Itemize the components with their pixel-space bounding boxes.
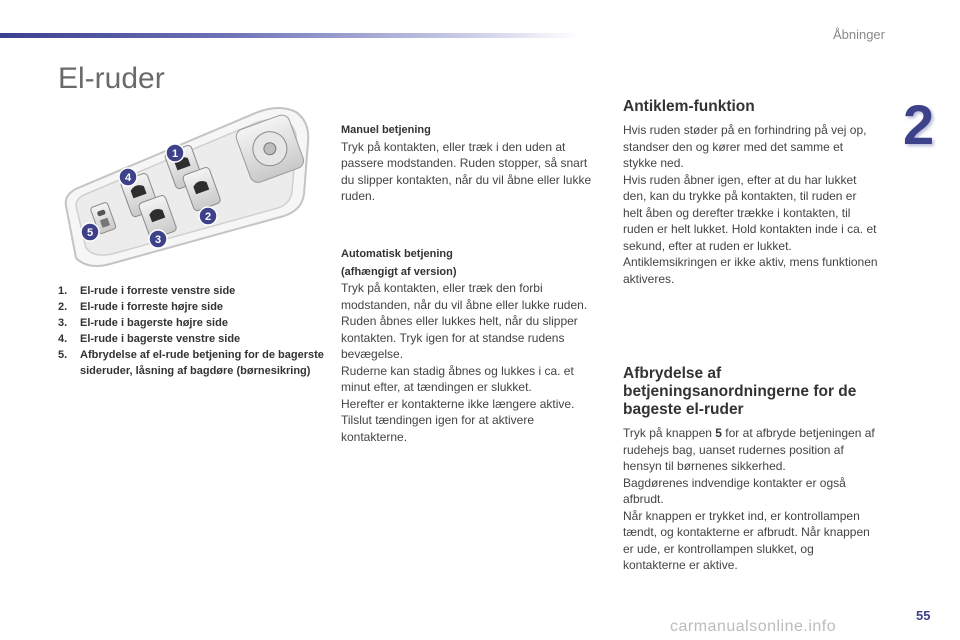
legend-item: 5. Afbrydelse af el-rude betjening for de bagerste sideruder, låsning af bagdøre (børnesikring) — [58, 349, 324, 377]
callout-2 — [199, 207, 217, 225]
rear-disable-section — [623, 365, 878, 574]
legend-item: 2. El-rude i forreste højre side — [58, 301, 224, 313]
page-number: 55 — [916, 608, 931, 623]
manual-body: Tryk på kontakten, eller træk i den uden at passere modstanden. Ruden stopper, så snart du slipper kontakten, når du vil åbne eller lukke ruden. — [341, 139, 592, 203]
antipinch-heading: Antiklem-funktion — [623, 98, 755, 115]
antipinch-section — [623, 98, 878, 287]
callout-3-label: 3 — [154, 234, 162, 246]
header-bar — [0, 33, 580, 38]
legend-item: 1. El-rude i forreste venstre side — [58, 285, 236, 297]
manual-heading: Manuel betjening — [341, 124, 431, 136]
rear-disable-paragraph-3: Når knappen er trykket ind, er kontrollampen tændt, og kontakterne er afbrudt. Når knappen er ude, er kontrollampen slukket, og kontakterne er aktive. — [623, 508, 870, 572]
chapter-number: 2 — [903, 93, 935, 156]
antipinch-paragraph-2: Hvis ruden åbner igen, efter at du har lukket den, kan du trykke på kontakten, til ruden er helt åben og derefter trække i kontakten, til ruden er helt lukket. Hold kontakten inde i ca. et sekund, efter at ruden er lukket. Antiklemsikringen er ikke aktiv, mens funktionen aktiveres. — [623, 172, 878, 286]
callout-1 — [166, 144, 184, 162]
callout-4-label: 4 — [124, 172, 132, 184]
automatic-paragraph-1: Tryk på kontakten, eller træk den forbi modstanden, når du vil åbne eller lukke ruden. Ruden åbnes eller lukkes helt, når du slipper kontakten. Tryk igen for at standse rudens bevægelse. — [341, 281, 588, 361]
legend-item: 4. El-rude i bagerste venstre side — [58, 333, 241, 345]
switch-panel-drawing — [58, 98, 318, 273]
rear-disable-paragraph-2: Bagdørenes indvendige kontakter er også afbrudt. — [623, 475, 846, 506]
automatic-paragraph-3: Herefter er kontakterne ikke længere aktive. Tilslut tændingen igen for at aktivere kontakterne. — [341, 396, 575, 444]
rear-disable-paragraph-1: Tryk på knappen 5 for at afbryde betjeningen af rudehejs bag, uanset rudernes position af hensyn til børnenes sikkerhed. — [623, 426, 875, 473]
automatic-heading-1: Automatisk betjening — [341, 248, 453, 260]
callout-5 — [81, 223, 99, 241]
callout-5-label: 5 — [86, 227, 94, 239]
page-title: El-ruder — [58, 62, 165, 95]
manual-operation-section — [341, 121, 601, 205]
window-switch-illustration — [58, 98, 318, 273]
callout-1-label: 1 — [171, 148, 179, 160]
automatic-operation-section — [341, 245, 601, 445]
antipinch-paragraph-1: Hvis ruden støder på en forhindring på vej op, standser den og kører med det samme et stykke ned. — [623, 123, 867, 170]
callout-2-label: 2 — [204, 211, 212, 223]
section-label: Åbninger — [832, 27, 885, 42]
legend-list — [58, 283, 328, 379]
legend-item: 3. El-rude i bagerste højre side — [58, 317, 228, 329]
rear-disable-heading: Afbrydelse af betjeningsanordningerne for de bageste el-ruder — [623, 365, 857, 418]
automatic-heading-2: (afhængigt af version) — [341, 265, 457, 278]
callout-3 — [149, 230, 167, 248]
automatic-paragraph-2: Ruderne kan stadig åbnes og lukkes i ca. et minut efter, at tændingen er slukket. — [341, 363, 574, 394]
watermark: carmanualsonline.info — [670, 618, 837, 635]
callout-4 — [119, 168, 137, 186]
